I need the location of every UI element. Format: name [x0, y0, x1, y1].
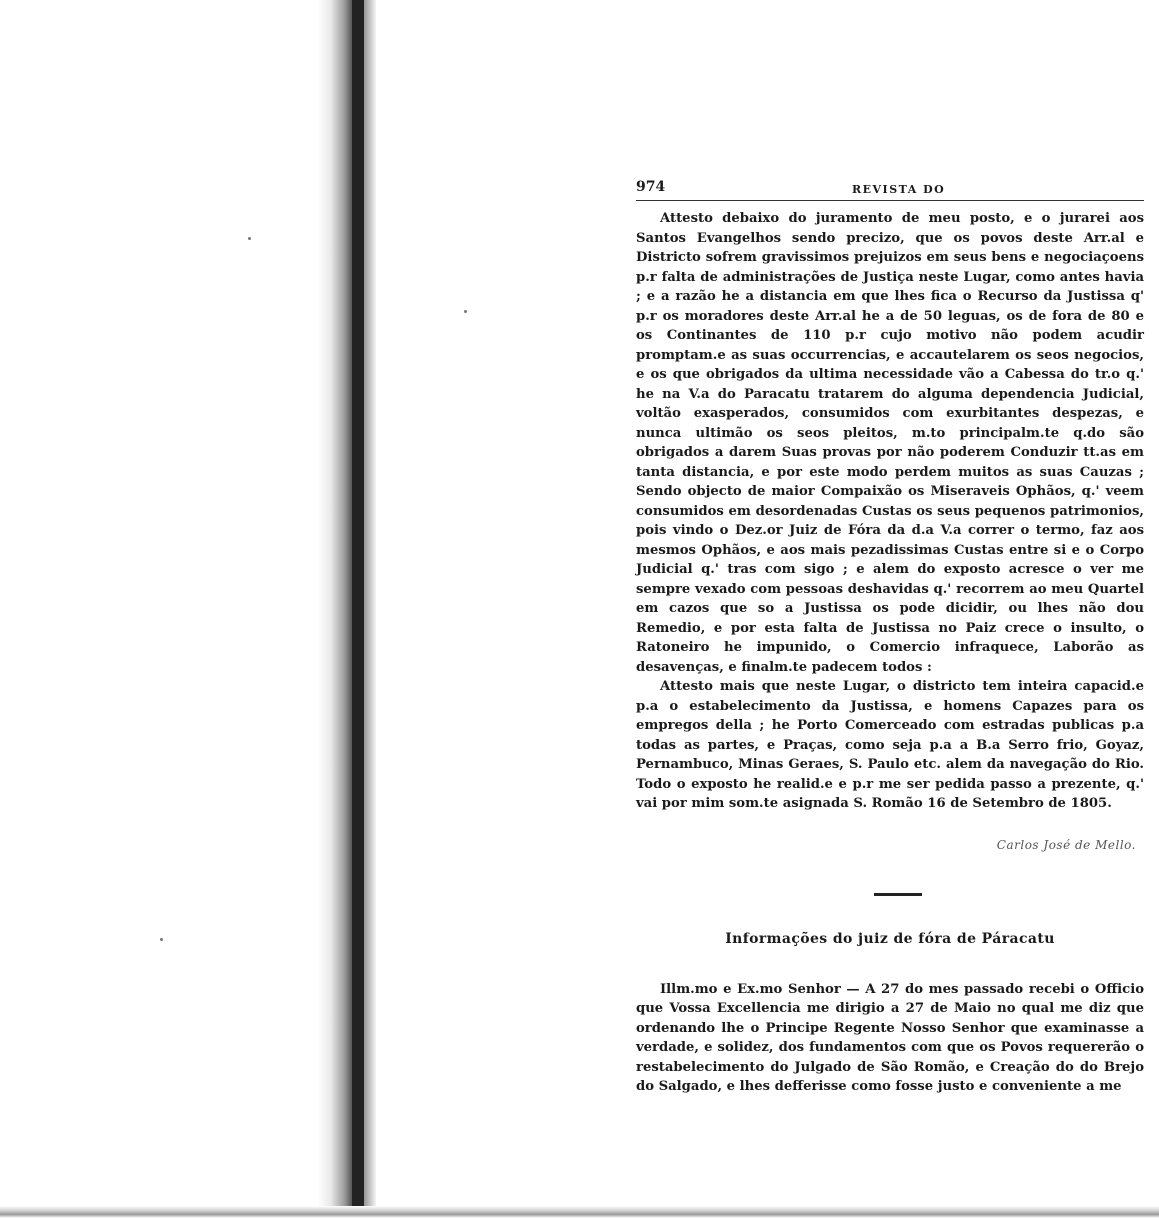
page-header: [636, 178, 1144, 201]
section-paragraph: Illm.mo e Ex.mo Senhor — A 27 do mes passado recebi o Officio que Vossa Excellencia me dirigio a 27 de Maio no qual me diz que ordenando lhe o Principe Regente Nosso Senhor que examinasse a verdade, e solidez, dos fundamentos com que os Povos requererão o restabelecimento do Julgado de São Romão, e Creação do do Brejo do Salgado, e lhes defferisse como fosse justo e conveniente a me: [636, 981, 1144, 1094]
scan-bottom-edge: [0, 1206, 1159, 1218]
scan-speck: [464, 310, 467, 313]
letter-body: [636, 209, 1144, 814]
signature: Carlos José de Mello.: [996, 837, 1136, 852]
section-title: Informações do juiz de fóra de Páracatu: [725, 931, 1055, 947]
book-spine-shadow: [318, 0, 376, 1218]
book-page: [636, 178, 1144, 1097]
scan-speck: [248, 237, 251, 240]
scan-speck: [160, 938, 163, 941]
letter-paragraph: Attesto debaixo do juramento de meu posto, e o jurarei aos Santos Evangelhos sendo precizo, que os povos deste Arr.al e Districto sofrem gravissimos prejuizos em seus bens e negociaçoens p.r falta de administrações de Justiça neste Lugar, como antes havia ; e a razão he a distancia em que lhes fica o Recurso da Justissa q' p.r os moradores deste Arr.al he a de 50 leguas, os de fora de 80 e os Continantes de 110 p.r cujo motivo não podem acudir promptam.e as suas occurrencias, e accautelarem os seos negocios, e os que obrigados da ultima necessidade vão a Cabessa do tr.o q.' he na V.a do Paracatu tratarem do alguma dependencia Judicial, voltão exasperados, consumidos com exurbitantes despezas, e nunca ultimão os seos pleitos, m.to principalm.te q.do são obrigados a darem Suas provas por não poderem Conduzir tt.as em tanta distancia, e por este modo perdem muitos as suas Cauzas ; Sendo objecto de maior Compaixão os Miseraveis Ophãos, q.' veem consumidos em desordenadas Custas os seus pequenos patrimonios, pois vindo o Dez.or Juiz de Fóra da d.a V.a correr o termo, faz aos mesmos Ophãos, e aos mais pezadissimas Custas entre si e o Corpo Judicial q.' tras com sigo ; e alem do exposto acresce o ver me sempre vexado com pessoas deshavidas q.' recorrem ao meu Quartel em cazos que so a Justissa os pode dicidir, ou lhes não dou Remedio, e por esta falta de Justissa no Paiz crece o insulto, o Ratoneiro he impunido, o Comercio infraquece, Laborão as desavenças, e finalm.te padecem todos :: [636, 211, 1144, 675]
letter-paragraph: Attesto mais que neste Lugar, o districto tem inteira capacid.e p.a o estabelecimento da Justissa, e homens Capazes para os empregos della ; he Porto Comerceado com estradas publicas p.a todas as partes, e Praças, como seja p.a a B.a Serro frio, Goyaz, Pernambuco, Minas Geraes, S. Paulo etc. alem da navegação do Rio. Todo o exposto he realid.e e p.r me ser pedida passo a prezente, q.' vai por mim som.te asignada S. Romão 16 de Setembro de 1805.: [636, 679, 1144, 811]
running-title: REVISTA DO: [852, 183, 946, 196]
section-divider: [874, 893, 922, 896]
page-number: 974: [636, 179, 666, 195]
book-gutter: [352, 0, 364, 1218]
